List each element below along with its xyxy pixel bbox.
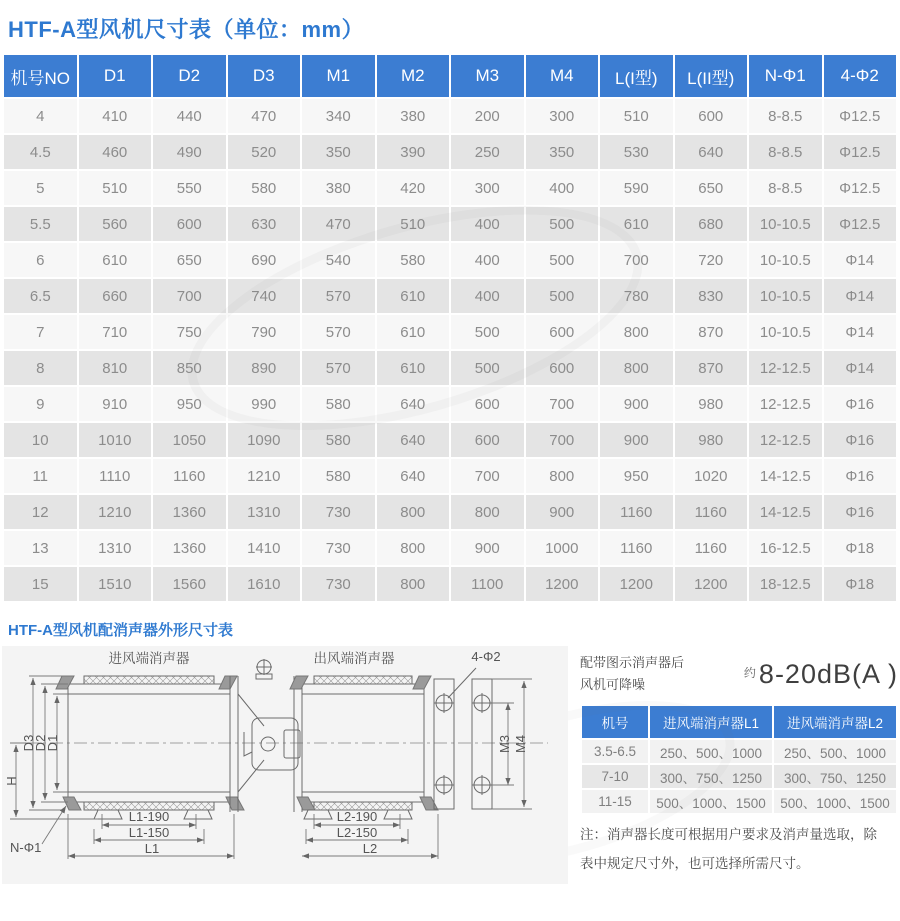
- table-cell: 250: [451, 135, 524, 169]
- table-cell: 610: [377, 279, 450, 313]
- table-cell: 700: [451, 459, 524, 493]
- table-cell: 380: [377, 99, 450, 133]
- silencer-panel: [580, 646, 898, 884]
- table-cell: 500: [526, 279, 599, 313]
- table-cell: 830: [675, 279, 748, 313]
- table-cell: 1360: [153, 531, 226, 565]
- table-cell: Φ12.5: [824, 207, 897, 241]
- table-cell: 890: [228, 351, 301, 385]
- column-header: 机号: [582, 706, 648, 738]
- table-cell: 1510: [79, 567, 152, 601]
- table-cell: 460: [79, 135, 152, 169]
- table-row: [4, 315, 896, 349]
- footnote-line2: 表中规定尺寸外，也可选择所需尺寸。: [580, 855, 810, 871]
- table-cell: 420: [377, 171, 450, 205]
- table-cell: 1050: [153, 423, 226, 457]
- table-cell: 610: [377, 351, 450, 385]
- table-header-row: [582, 706, 896, 738]
- table-cell: Φ18: [824, 567, 897, 601]
- table-cell: 1610: [228, 567, 301, 601]
- outlet-silencer-label: 出风端消声器: [313, 651, 395, 666]
- table-cell: 14-12.5: [749, 495, 822, 529]
- table-cell: 730: [302, 531, 375, 565]
- table-cell: 400: [451, 243, 524, 277]
- table-cell: 500: [526, 207, 599, 241]
- table-cell: 650: [153, 243, 226, 277]
- column-header: D2: [153, 55, 226, 97]
- table-cell: 4: [4, 99, 77, 133]
- table-row: [4, 135, 896, 169]
- table-cell: 540: [302, 243, 375, 277]
- column-header: 进风端消声器L2: [774, 706, 896, 738]
- table-cell: 520: [228, 135, 301, 169]
- table-row: [582, 765, 896, 788]
- table-cell: 8-8.5: [749, 135, 822, 169]
- table-cell: 510: [600, 99, 673, 133]
- table-row: [4, 171, 896, 205]
- table-cell: 650: [675, 171, 748, 205]
- table-cell: 440: [153, 99, 226, 133]
- table-cell: 900: [526, 495, 599, 529]
- table-cell: 8-8.5: [749, 99, 822, 133]
- table-cell: 900: [600, 423, 673, 457]
- table-cell: 810: [79, 351, 152, 385]
- table-cell: 1360: [153, 495, 226, 529]
- table-cell: 6.5: [4, 279, 77, 313]
- noise-info: [580, 650, 898, 704]
- table-cell: 590: [600, 171, 673, 205]
- table-cell: 1000: [526, 531, 599, 565]
- table-cell: 400: [451, 207, 524, 241]
- table-cell: 500、1000、1500: [774, 790, 896, 813]
- table-cell: 580: [302, 423, 375, 457]
- table-cell: 11: [4, 459, 77, 493]
- table-cell: 610: [377, 315, 450, 349]
- table-cell: 790: [228, 315, 301, 349]
- dim-d1-label: D1: [45, 734, 60, 752]
- table-cell: 730: [302, 567, 375, 601]
- table-row: [582, 790, 896, 813]
- table-cell: 12-12.5: [749, 423, 822, 457]
- table-cell: 1160: [675, 495, 748, 529]
- table-cell: 390: [377, 135, 450, 169]
- silencer-diagram: [2, 646, 568, 884]
- dim-d2-label: D2: [33, 734, 48, 752]
- table-cell: 400: [526, 171, 599, 205]
- table-row: [4, 243, 896, 277]
- table-cell: Φ16: [824, 495, 897, 529]
- table-cell: 580: [377, 243, 450, 277]
- silencer-drawing: [2, 646, 568, 884]
- table-cell: 8-8.5: [749, 171, 822, 205]
- table-cell: 600: [153, 207, 226, 241]
- table-cell: Φ12.5: [824, 135, 897, 169]
- fan-dimensions-table: [2, 53, 898, 603]
- silencer-length-table-body: [582, 740, 896, 813]
- page-title: HTF-A型风机尺寸表（单位：mm）: [8, 17, 365, 42]
- table-cell: 1210: [228, 459, 301, 493]
- table-cell: 350: [526, 135, 599, 169]
- table-cell: 3.5-6.5: [582, 740, 648, 763]
- table-cell: 720: [675, 243, 748, 277]
- dim-n-phi1-label: N-Φ1: [10, 840, 42, 855]
- table-cell: 12-12.5: [749, 387, 822, 421]
- table-cell: 10-10.5: [749, 315, 822, 349]
- table-cell: 530: [600, 135, 673, 169]
- table-cell: 350: [302, 135, 375, 169]
- table-cell: 7-10: [582, 765, 648, 788]
- column-header: L(I型): [600, 55, 673, 97]
- table-cell: 10-10.5: [749, 279, 822, 313]
- table-cell: 570: [302, 351, 375, 385]
- table-cell: 660: [79, 279, 152, 313]
- dim-l1-150-label: L1-150: [128, 825, 170, 840]
- footnote-line1: 注：消声器长度可根据用户要求及消声量选取，除: [580, 827, 877, 843]
- dim-l2-label: L2: [362, 841, 378, 856]
- footnote: [580, 821, 898, 878]
- column-header: N-Φ1: [749, 55, 822, 97]
- dim-l2-190-label: L2-190: [336, 809, 378, 824]
- table-cell: 250、500、1000: [774, 740, 896, 763]
- table-cell: 16-12.5: [749, 531, 822, 565]
- column-header: M1: [302, 55, 375, 97]
- table-cell: 900: [600, 387, 673, 421]
- table-cell: 15: [4, 567, 77, 601]
- dim-d3-label: D3: [21, 734, 36, 752]
- table-cell: 910: [79, 387, 152, 421]
- column-header: 机号NO: [4, 55, 77, 97]
- table-cell: 980: [675, 423, 748, 457]
- table-cell: 8: [4, 351, 77, 385]
- table-cell: 10: [4, 423, 77, 457]
- column-header: 4-Φ2: [824, 55, 897, 97]
- table-cell: 600: [451, 423, 524, 457]
- table-cell: 5: [4, 171, 77, 205]
- table-cell: 7: [4, 315, 77, 349]
- dim-h-label: H: [4, 776, 19, 786]
- table-row: [4, 531, 896, 565]
- table-cell: 490: [153, 135, 226, 169]
- table-row: [4, 279, 896, 313]
- table-cell: 12: [4, 495, 77, 529]
- table-cell: 600: [675, 99, 748, 133]
- table-cell: 950: [153, 387, 226, 421]
- table-cell: 600: [526, 351, 599, 385]
- table-cell: 750: [153, 315, 226, 349]
- table-cell: Φ18: [824, 531, 897, 565]
- table-cell: 300、750、1250: [650, 765, 772, 788]
- table-cell: 800: [377, 495, 450, 529]
- table-cell: 580: [302, 459, 375, 493]
- table-cell: 710: [79, 315, 152, 349]
- inlet-silencer-label: 进风端消声器: [108, 651, 190, 666]
- table-cell: Φ14: [824, 351, 897, 385]
- table-cell: Φ14: [824, 279, 897, 313]
- table-cell: 1160: [600, 495, 673, 529]
- dim-l1-190-label: L1-190: [128, 809, 170, 824]
- table-cell: 10-10.5: [749, 243, 822, 277]
- table-cell: 1200: [526, 567, 599, 601]
- noise-line1: 配带图示消声器后: [580, 655, 685, 670]
- noise-description: [580, 652, 684, 696]
- table-cell: 510: [79, 171, 152, 205]
- table-cell: 700: [526, 387, 599, 421]
- table-cell: 10-10.5: [749, 207, 822, 241]
- table-cell: 730: [302, 495, 375, 529]
- table-cell: 300: [526, 99, 599, 133]
- table-cell: 9: [4, 387, 77, 421]
- fan-dimensions-table-body: [4, 99, 896, 601]
- table-cell: 5.5: [4, 207, 77, 241]
- table-cell: 300: [451, 171, 524, 205]
- table-row: [4, 387, 896, 421]
- table-cell: 1310: [79, 531, 152, 565]
- dim-l2-150-label: L2-150: [336, 825, 378, 840]
- table-cell: Φ16: [824, 459, 897, 493]
- table-cell: 1020: [675, 459, 748, 493]
- table-cell: 640: [377, 387, 450, 421]
- column-header: D1: [79, 55, 152, 97]
- table-cell: 980: [675, 387, 748, 421]
- table-cell: Φ14: [824, 315, 897, 349]
- table-row: [4, 567, 896, 601]
- noise-value: [744, 659, 898, 690]
- table-cell: 700: [600, 243, 673, 277]
- table-cell: 600: [526, 315, 599, 349]
- bottom-section: [2, 646, 900, 884]
- table-cell: 250、500、1000: [650, 740, 772, 763]
- table-cell: 1200: [675, 567, 748, 601]
- table-cell: 380: [302, 171, 375, 205]
- table-cell: 870: [675, 315, 748, 349]
- table-cell: 1160: [675, 531, 748, 565]
- table-cell: 610: [79, 243, 152, 277]
- table-cell: 990: [228, 387, 301, 421]
- table-cell: 680: [675, 207, 748, 241]
- table-row: [4, 351, 896, 385]
- table-row: [4, 423, 896, 457]
- table-row: [582, 740, 896, 763]
- table-row: [4, 207, 896, 241]
- table-cell: 800: [600, 315, 673, 349]
- table-cell: 700: [153, 279, 226, 313]
- noise-line2: 风机可降噪: [580, 677, 646, 693]
- table-cell: 800: [526, 459, 599, 493]
- table-cell: 870: [675, 351, 748, 385]
- table-row: [4, 99, 896, 133]
- table-cell: 630: [228, 207, 301, 241]
- table-cell: 200: [451, 99, 524, 133]
- table-cell: 500: [451, 351, 524, 385]
- table-cell: 550: [153, 171, 226, 205]
- dim-m4-label: M4: [513, 734, 528, 754]
- column-header: M2: [377, 55, 450, 97]
- table-cell: 850: [153, 351, 226, 385]
- table-cell: 1010: [79, 423, 152, 457]
- table-row: [4, 495, 896, 529]
- table-cell: 4.5: [4, 135, 77, 169]
- table-cell: 800: [377, 567, 450, 601]
- table-cell: 570: [302, 315, 375, 349]
- table-cell: 640: [377, 459, 450, 493]
- table-cell: 800: [377, 531, 450, 565]
- table-cell: 740: [228, 279, 301, 313]
- table-cell: 500、1000、1500: [650, 790, 772, 813]
- column-header: 进风端消声器L1: [650, 706, 772, 738]
- table-cell: 610: [600, 207, 673, 241]
- table-cell: 1210: [79, 495, 152, 529]
- table-cell: 780: [600, 279, 673, 313]
- table-cell: 500: [451, 315, 524, 349]
- table-header-row: [4, 55, 896, 97]
- table-cell: 1310: [228, 495, 301, 529]
- table-cell: 1410: [228, 531, 301, 565]
- table-cell: 800: [451, 495, 524, 529]
- table-cell: 800: [600, 351, 673, 385]
- table-cell: 1200: [600, 567, 673, 601]
- table-cell: 510: [377, 207, 450, 241]
- table-cell: 700: [526, 423, 599, 457]
- table-cell: 580: [228, 171, 301, 205]
- table-cell: 300、750、1250: [774, 765, 896, 788]
- table-cell: 400: [451, 279, 524, 313]
- table-cell: 1100: [451, 567, 524, 601]
- column-header: L(II型): [675, 55, 748, 97]
- approx-label: 约: [743, 665, 756, 680]
- table-cell: Φ14: [824, 243, 897, 277]
- dim-l1-label: L1: [144, 841, 160, 856]
- table-cell: 570: [302, 279, 375, 313]
- table-cell: 1160: [600, 531, 673, 565]
- dim-4-phi2-label: 4-Φ2: [471, 649, 501, 664]
- table-cell: 14-12.5: [749, 459, 822, 493]
- table-cell: 470: [228, 99, 301, 133]
- table-cell: 13: [4, 531, 77, 565]
- table-row: [4, 459, 896, 493]
- table-cell: Φ16: [824, 423, 897, 457]
- column-header: M4: [526, 55, 599, 97]
- table-cell: 500: [526, 243, 599, 277]
- table-cell: 900: [451, 531, 524, 565]
- table-cell: Φ12.5: [824, 99, 897, 133]
- table-cell: 640: [675, 135, 748, 169]
- table-cell: 640: [377, 423, 450, 457]
- column-header: D3: [228, 55, 301, 97]
- noise-db-value: 8-20dB(A ): [758, 658, 898, 689]
- section-title: HTF-A型风机配消声器外形尺寸表: [8, 622, 233, 639]
- table-cell: 18-12.5: [749, 567, 822, 601]
- table-cell: 1560: [153, 567, 226, 601]
- table-cell: 950: [600, 459, 673, 493]
- table-cell: Φ12.5: [824, 171, 897, 205]
- table-cell: 1160: [153, 459, 226, 493]
- table-cell: 1090: [228, 423, 301, 457]
- table-cell: 11-15: [582, 790, 648, 813]
- table-cell: 690: [228, 243, 301, 277]
- table-cell: 1110: [79, 459, 152, 493]
- table-cell: 470: [302, 207, 375, 241]
- silencer-length-table: [580, 704, 898, 815]
- table-cell: 600: [451, 387, 524, 421]
- table-cell: 560: [79, 207, 152, 241]
- table-cell: 340: [302, 99, 375, 133]
- column-header: M3: [451, 55, 524, 97]
- table-cell: 6: [4, 243, 77, 277]
- dim-m3-label: M3: [497, 734, 512, 754]
- table-cell: 12-12.5: [749, 351, 822, 385]
- table-cell: 580: [302, 387, 375, 421]
- table-cell: 410: [79, 99, 152, 133]
- table-cell: Φ16: [824, 387, 897, 421]
